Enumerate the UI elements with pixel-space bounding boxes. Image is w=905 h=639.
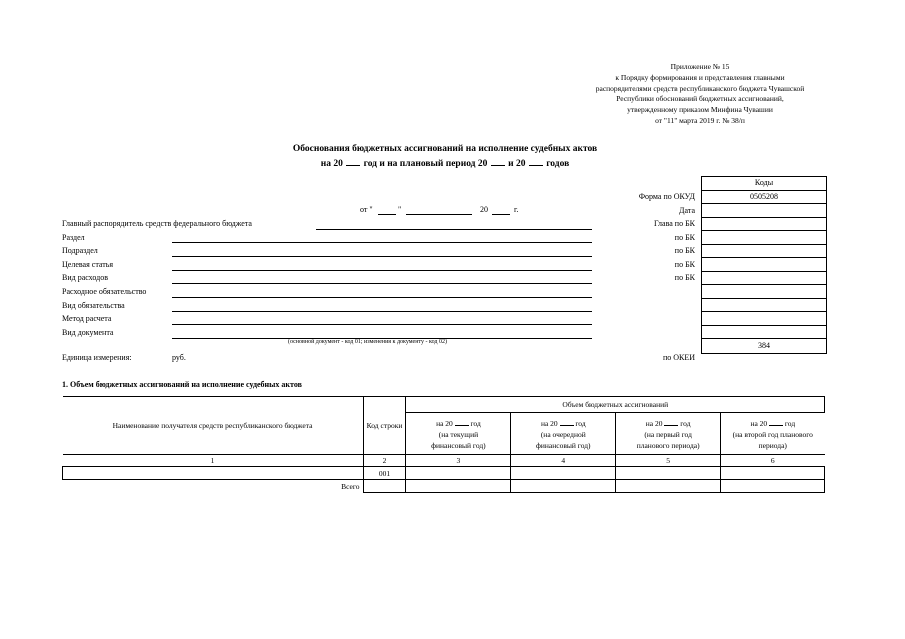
doc-type-note: (основной документ - код 01; изменения к документу - код 02) xyxy=(288,339,447,345)
appendix-line: Республики обоснований бюджетных ассигнований, xyxy=(616,94,784,104)
field-line-expenditure-obligation[interactable] xyxy=(172,297,592,298)
field-label-doc-type: Вид документа xyxy=(62,328,114,337)
field-line-section[interactable] xyxy=(172,242,592,243)
col-number: 5 xyxy=(616,455,721,467)
value-cell[interactable] xyxy=(406,467,511,480)
total-value-cell[interactable] xyxy=(721,480,825,493)
bk-label: по БК xyxy=(674,260,695,269)
value-cell[interactable] xyxy=(616,467,721,480)
okud-label: Форма по ОКУД xyxy=(638,192,695,201)
value-cell[interactable] xyxy=(721,467,825,480)
col-number: 4 xyxy=(511,455,616,467)
row-code-cell: 001 xyxy=(363,467,406,480)
field-line-subsection[interactable] xyxy=(172,256,592,257)
col-number: 6 xyxy=(721,455,825,467)
unit-label: Единица измерения: xyxy=(62,353,132,362)
col-header-recipient: Наименование получателя средств республиканского бюджета xyxy=(63,397,364,455)
total-value-cell[interactable] xyxy=(406,480,511,493)
field-line-target-article[interactable] xyxy=(172,270,592,271)
field-label-main-distributor: Главный распорядитель средств федерального бюджета xyxy=(62,219,252,228)
appendix-line: утвержденному приказом Минфина Чувашии xyxy=(627,105,773,115)
title-part: год и на плановый период 20 xyxy=(363,159,488,169)
field-label-expense-type: Вид расходов xyxy=(62,273,108,282)
code-section[interactable] xyxy=(702,231,826,245)
year-blank[interactable] xyxy=(491,156,505,166)
date-year-blank[interactable] xyxy=(492,214,510,215)
appendix-line: Приложение № 15 xyxy=(670,62,730,71)
field-label-expenditure-obligation: Расходное обязательство xyxy=(62,287,147,296)
document-title xyxy=(200,143,690,171)
appendix-line: от "11" марта 2019 г. № 38/п xyxy=(655,115,745,125)
date-code-label: Дата xyxy=(679,206,695,215)
year-blank[interactable] xyxy=(346,156,360,166)
total-value-cell[interactable] xyxy=(616,480,721,493)
field-line-main-distributor[interactable] xyxy=(316,229,592,230)
total-code-cell xyxy=(363,480,406,493)
code-okud[interactable]: 0505208 xyxy=(702,191,826,205)
bk-label: по БК xyxy=(674,246,695,255)
code-obligation-type[interactable] xyxy=(702,299,826,313)
col-header-year-4: на 20 год (на второй год планового периода) xyxy=(721,413,825,455)
title-line-1: Обоснования бюджетных ассигнований на исполнение судебных актов xyxy=(292,144,598,154)
bk-label: по БК xyxy=(674,233,695,242)
date-g-label: г. xyxy=(514,205,519,214)
appendix-line: распорядителями средств республиканского бюджета Чувашской xyxy=(595,83,805,93)
field-label-calc-method: Метод расчета xyxy=(62,314,112,323)
title-part: годов xyxy=(546,159,570,169)
glava-bk-label: Глава по БК xyxy=(654,219,695,228)
recipient-cell[interactable] xyxy=(63,467,364,480)
code-glava[interactable] xyxy=(702,218,826,232)
col-header-year-1: на 20 год (на текущий финансовый год) xyxy=(406,413,511,455)
code-okei[interactable]: 384 xyxy=(758,341,770,350)
field-label-obligation-type: Вид обязательства xyxy=(62,301,125,310)
section-heading: 1. Объем бюджетных ассигнований на исполнение судебных актов xyxy=(62,380,302,389)
unit-value: руб. xyxy=(172,353,186,362)
date-from-label: от " xyxy=(360,205,373,214)
col-header-year-2: на 20 год (на очередной финансовый год) xyxy=(511,413,616,455)
col-number: 2 xyxy=(363,455,406,467)
total-label: Всего xyxy=(341,481,360,491)
year-blank[interactable] xyxy=(529,156,543,166)
date-day-blank[interactable] xyxy=(378,214,396,215)
code-doc-type[interactable] xyxy=(702,326,826,340)
col-number: 3 xyxy=(406,455,511,467)
date-month-blank[interactable] xyxy=(406,214,472,215)
title-part: на 20 xyxy=(320,159,343,169)
field-label-target-article: Целевая статья xyxy=(62,260,114,269)
field-line-calc-method[interactable] xyxy=(172,324,592,325)
col-header-year-3: на 20 год (на первый год планового периода) xyxy=(616,413,721,455)
date-quote: " xyxy=(398,205,402,214)
code-target-article[interactable] xyxy=(702,258,826,272)
okei-label: по ОКЕИ xyxy=(662,353,695,362)
codes-header: Коды xyxy=(702,177,826,191)
field-label-subsection: Подраздел xyxy=(62,246,98,255)
total-value-cell[interactable] xyxy=(511,480,616,493)
field-label-section: Раздел xyxy=(62,233,85,242)
codes-box xyxy=(701,176,827,354)
title-part: и 20 xyxy=(508,159,526,169)
col-number: 1 xyxy=(63,455,364,467)
code-expense-type[interactable] xyxy=(702,272,826,286)
title-line-2 xyxy=(200,156,690,171)
code-date[interactable] xyxy=(702,204,826,218)
code-subsection[interactable] xyxy=(702,245,826,259)
code-expenditure-obligation[interactable] xyxy=(702,285,826,299)
field-line-expense-type[interactable] xyxy=(172,283,592,284)
date-year-label: 20 xyxy=(480,205,488,214)
appendix-line: к Порядку формирования и представления главными xyxy=(615,72,785,82)
bk-label: по БК xyxy=(674,273,695,282)
appendix-note xyxy=(560,62,840,127)
allocations-table xyxy=(62,396,825,493)
value-cell[interactable] xyxy=(511,467,616,480)
col-header-code: Код строки xyxy=(363,397,406,455)
code-calc-method[interactable] xyxy=(702,312,826,326)
field-line-obligation-type[interactable] xyxy=(172,311,592,312)
col-group-header: Объем бюджетных ассигнований xyxy=(406,397,825,413)
